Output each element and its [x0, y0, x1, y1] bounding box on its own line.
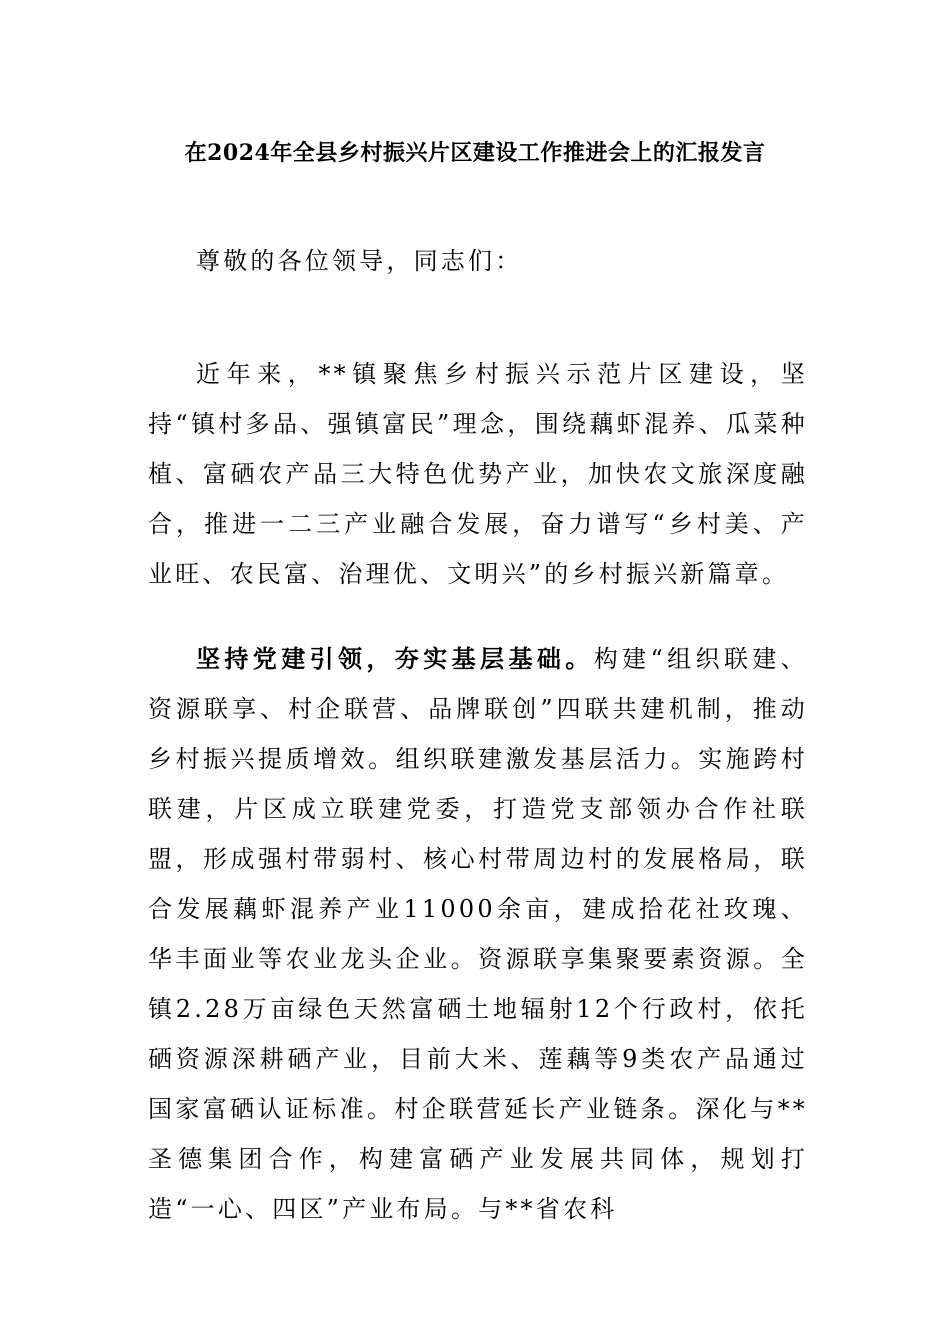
paragraph-party-building-text: 构建“组织联建、资源联享、村企联营、品牌联创”四联共建机制，推动乡村振兴提质增效。组织联建激发基层活力。实施跨村联建，片区成立联建党委，打造党支部领办合作社联盟，形成强村带弱村、核心村带周边村的发展格局，联合发展藕虾混养产业11000余亩，建成拾花社玫瑰、华丰面业等农业龙头企业。资源联享集聚要素资源。全镇2.28万亩绿色天然富硒土地辐射12个行政村，依托硒资源深耕硒产业，目前大米、莲藕等9类农产品通过国家富硒认证标准。村企联营延长产业链条。深化与**圣德集团合作，构建富硒产业发展共同体，规划打造“一心、四区”产业布局。与**省农科	[148, 645, 808, 1223]
paragraph-lead-heading: 坚持党建引领，夯实基层基础。	[196, 644, 594, 673]
paragraph-intro	[148, 349, 808, 599]
paragraph-intro-text: 近年来，**镇聚焦乡村振兴示范片区建设，坚持“镇村多品、强镇富民”理念，围绕藕虾混养、瓜菜种植、富硒农产品三大特色优势产业，加快农文旅深度融合，推进一二三产业融合发展，奋力谱写“乡村美、产业旺、农民富、治理优、文明兴”的乡村振兴新篇章。	[148, 360, 808, 588]
document-title: 在2024年全县乡村振兴片区建设工作推进会上的汇报发言	[184, 140, 766, 166]
paragraph-party-building	[148, 634, 808, 1234]
greeting: 尊敬的各位领导，同志们：	[196, 247, 523, 275]
